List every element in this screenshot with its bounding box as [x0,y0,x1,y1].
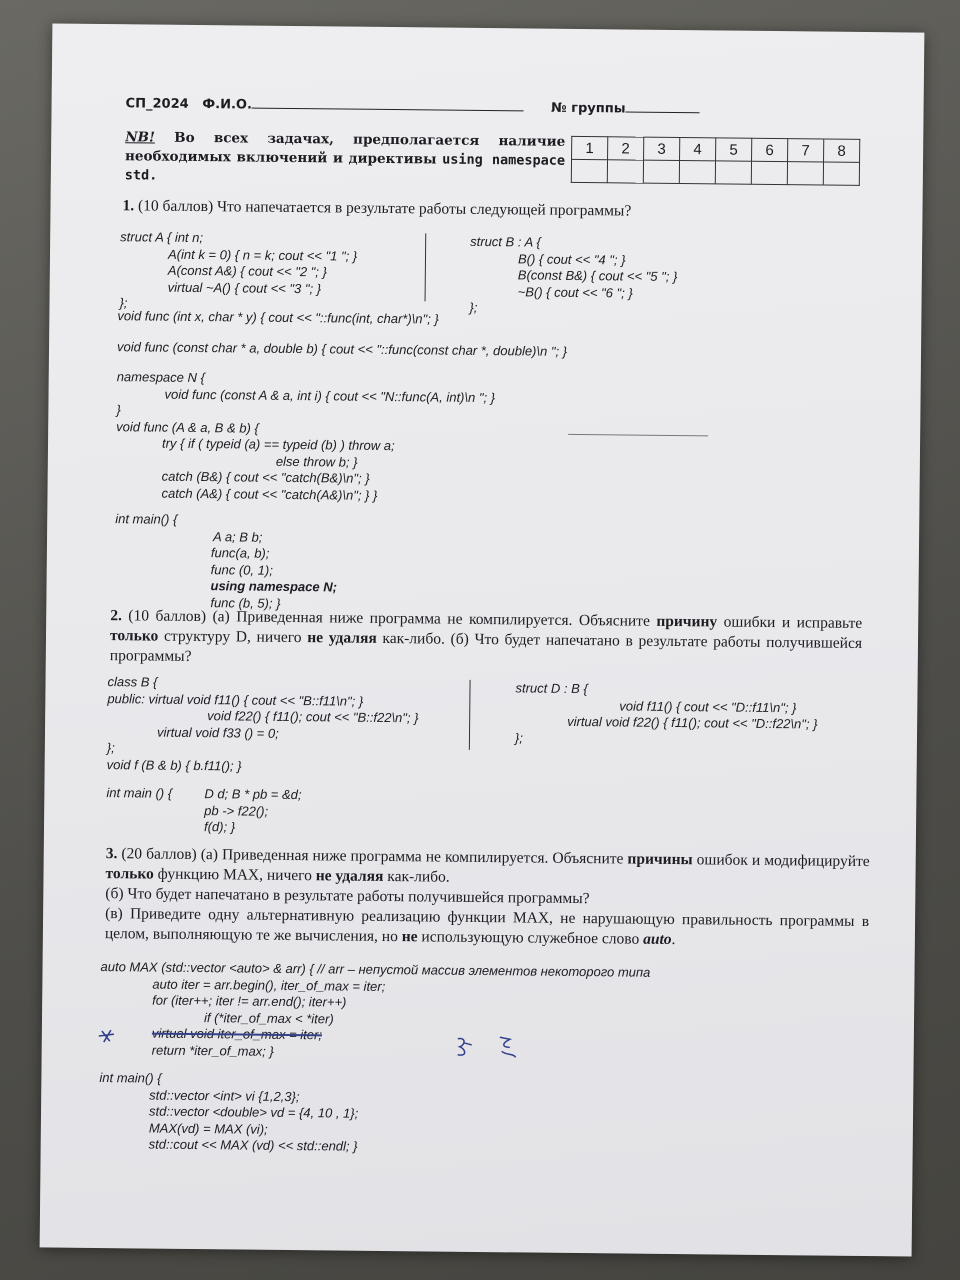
code-line: func(a, b); [210,545,270,561]
code-line: struct A { int n; [120,229,204,246]
score-cell[interactable] [679,161,715,184]
exam-sheet [40,23,925,1256]
q1-divider [425,233,427,301]
score-cell[interactable] [787,162,823,185]
code-line: void f22() { f11(); cout << "B::f22\n"; } [207,708,419,726]
q3-part-v: (в) Приведите одну альтернативную реализацию функции MAX, не нарушающую правильность программы в целом, выполняющую те же вычисления, но не использующую служебное слово auto. [104,905,870,949]
code-line: else throw b; } [275,453,358,470]
code-line: std::cout << MAX (vd) << std::endl; } [148,1136,358,1154]
q3-text-3: функцию MAX, ничего [157,865,313,885]
q3-number: 3. [105,845,118,863]
q2-heading [110,606,863,674]
fio-blank[interactable] [252,96,524,112]
q1-code-left [119,229,357,314]
q2-code-right [515,680,818,749]
score-cell[interactable] [571,159,607,182]
score-header-2: 2 [608,137,644,160]
q2-text-2: ошибки и исправьте [723,613,863,632]
pencil-mark [568,434,708,436]
q3-emph-not: не [401,928,418,946]
score-cell[interactable] [607,160,643,183]
score-header-7: 7 [788,139,824,162]
code-line-struck: virtual void iter_of_max = iter; [151,1025,323,1043]
code-line: void func (const char * a, double b) { cout << "::func(const char *, double)\n "; } [116,338,568,359]
group-blank[interactable] [625,99,699,113]
code-line: class B { [107,674,158,690]
code-line: struct B : A { [470,233,541,250]
q2-divider [469,680,471,750]
code-line: namespace N { [116,369,205,386]
group-label: № группы [550,100,626,117]
code-line: catch (B&) { cout << "catch(B&)\n"; } [161,468,370,486]
header-line [126,94,700,117]
q2-emph-only: только [109,627,159,645]
score-header-4: 4 [680,138,716,161]
code-line: A(int k = 0) { n = k; cout << "1 "; } [167,246,358,264]
code-line: f(d); } [203,819,236,835]
q1-code-main [114,308,567,615]
nb-text: Во всех задачах, предполагается наличие необходимых включений и директивы [124,129,566,168]
code-line: auto MAX (std::vector <auto> & arr) { // arr – непустой массив элементов некоторого типа [100,959,651,980]
code-line: void func (const A & a, int i) { cout << "N::func(A, int)\n "; } [164,386,496,405]
code-line: return *iter_of_max; } [151,1042,274,1059]
code-line: func (b, 5); } [210,594,281,611]
code-line: virtual ~A() { cout << "3 "; } [167,279,322,296]
q1-text: (10 баллов) Что напечатается в результате работы следующей программы? [137,197,632,220]
code-line: virtual void f22() { f11(); cout << "D::f22\n"; } [567,713,818,732]
q1-code-right [469,234,677,319]
code-line: } [116,402,121,418]
score-cell[interactable] [751,161,787,184]
score-header-8: 8 [824,139,860,162]
q3-emph-reasons: причины [627,850,693,869]
code-line: func (0, 1); [210,561,273,578]
pen-scribble-icon [452,1033,522,1062]
code-line: ~B() { cout << "6 "; } [517,283,633,301]
nb-note [125,128,566,190]
q2-emph-reason: причину [656,612,718,631]
code-line: std::vector <int> vi {1,2,3}; [149,1087,300,1104]
q2-code-left [106,674,419,838]
code-line: try { if ( typeid (a) == typeid (b) ) throw a; [161,435,395,454]
q3-code [99,959,651,1158]
code-line: void func (A & a, B & b) { [116,418,259,436]
code-line: std::vector <double> vd = {4, 10 , 1}; [148,1103,359,1121]
code-line: A(const A&) { cout << "2 "; } [167,262,327,280]
code-line: A a; B b; [212,528,263,545]
q2-text-1: (10 баллов) (а) Приведенная ниже программа не компилируется. Объясните [128,607,650,630]
q3-heading [105,844,870,952]
code-line: using namespace N; [210,578,338,595]
q2-emph-not-deleting: не удаляя [307,629,377,647]
course-code: СП_2024 [125,96,189,112]
q1-heading [122,196,631,221]
code-line: }; [469,299,478,315]
q2-text-3: структуру D, ничего [163,627,302,647]
code-line: }; [514,729,524,745]
score-cell[interactable] [823,162,859,185]
q2-number: 2. [110,607,122,625]
code-line: virtual void f33 () = 0; [156,724,279,741]
q3-text-2: ошибок и модифицируйте [696,851,870,871]
code-line: int main () { [106,785,173,801]
score-cell[interactable] [715,161,751,184]
code-line: D d; B * pb = &d; [204,786,302,803]
code-line: if (*iter_of_max < *iter) [203,1009,334,1026]
code-line: B() { cout << "4 "; } [517,250,626,267]
score-header-5: 5 [716,138,752,161]
code-line: B(const B&) { cout << "5 "; } [517,267,678,285]
code-line: pb -> f22(); [204,802,269,819]
score-header-6: 6 [752,138,788,161]
q2-text-4: как-либо. (б) Что будет напечатано в результате работы получившейся программы? [109,629,863,665]
nb-label: NB! [125,129,156,146]
fio-label: Ф.И.О. [202,97,252,113]
code-line: MAX(vd) = MAX (vi); [148,1120,268,1137]
code-line: for (iter++; iter != arr.end(); iter++) [152,992,347,1010]
code-line: void f (B & b) { b.f11(); } [106,756,242,773]
q1-number: 1. [122,197,135,215]
code-line: void f11() { cout << "D::f11\n"; } [619,697,797,715]
pen-scribble-icon [96,1026,120,1046]
code-line: public: virtual void f11() { cout << "B::f11\n"; } [107,690,364,709]
q3-text-1: (20 баллов) (а) Приведенная ниже программа не компилируется. Объясните [121,845,624,868]
score-header-1: 1 [572,136,608,159]
q3-emph-auto: auto [643,930,672,949]
score-cell[interactable] [643,160,679,183]
nb-using: using namespace std. [124,151,566,184]
code-line: void func (int x, char * y) { cout << "::func(int, char*)\n"; } [117,308,439,327]
code-line: }; [119,295,128,311]
code-line: struct D : B { [515,680,588,697]
code-line: catch (A&) { cout << "catch(A&)\n"; } } [161,485,378,503]
code-line: int main() { [99,1070,162,1086]
score-header-3: 3 [644,137,680,160]
q3-text-b: (б) Что будет напечатано в результате работы получившейся программы? [105,885,590,908]
q3-text-v-2: использующую служебное слово [421,928,640,948]
q3-emph-not-deleting: не удаляя [315,867,384,885]
q3-emph-only: только [105,865,154,883]
code-line: }; [106,740,115,756]
code-line: auto iter = arr.begin(), iter_of_max = iter; [152,976,386,994]
q3-text-4: как-либо. [387,868,450,886]
code-line: int main() { [115,511,178,527]
q3-text-v-1: (в) Приведите одну альтернативную реализацию функции MAX, не нарушающую правильность программы в целом, выполняющую те же вычисления, но [104,905,870,946]
score-table [571,136,860,186]
